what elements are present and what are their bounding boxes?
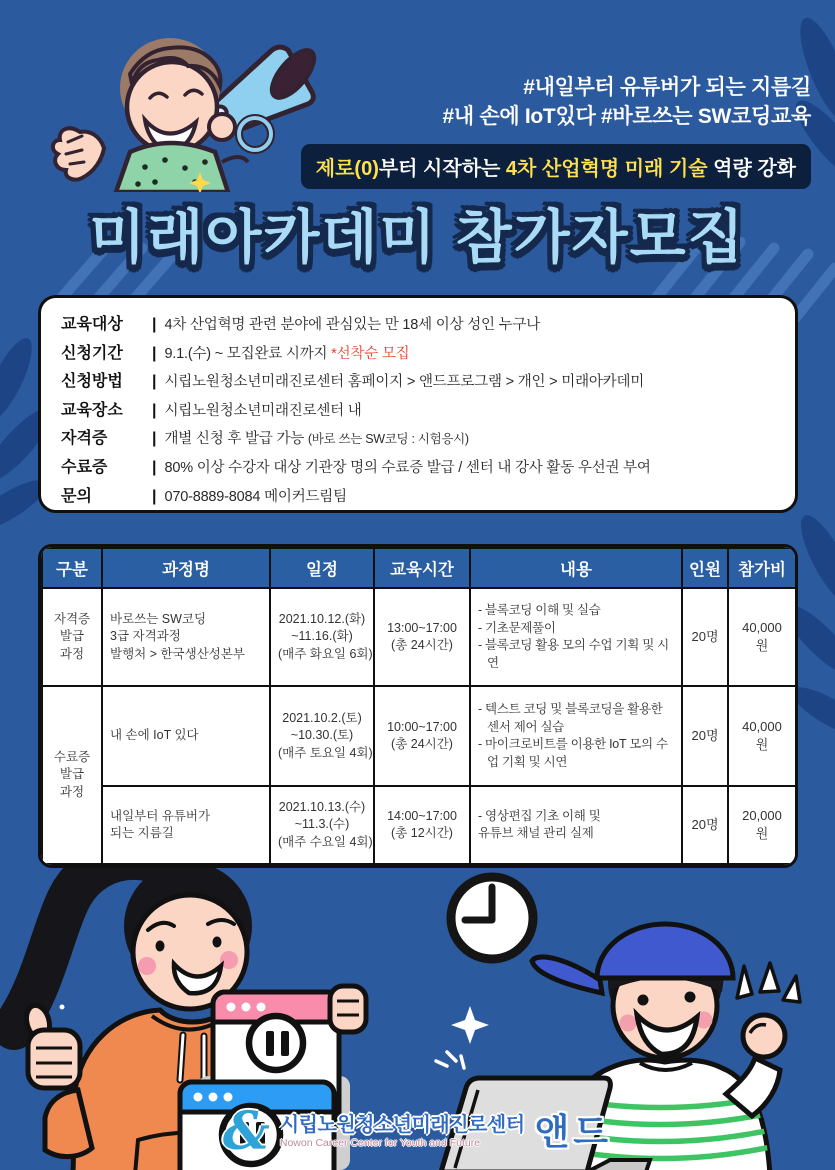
thumbs-up-hand [23, 1003, 80, 1088]
info-label: 신청방법 [61, 373, 123, 391]
info-label: 수료증 [61, 458, 108, 476]
info-row-certificate [61, 425, 781, 454]
cell-line: 되는 지름길 [110, 826, 174, 840]
cell-line: ~11.16.(화) [291, 629, 353, 644]
info-separator: | [152, 316, 157, 333]
info-separator: | [152, 401, 157, 419]
cell-line: - 텍스트 코딩 및 블록코딩을 활용한 센서 제어 실습 [478, 702, 663, 734]
subtitle-ribbon [301, 144, 811, 189]
kid-hand-wave [53, 128, 104, 179]
hashtags [442, 74, 811, 132]
info-value: 80% 이상 수강자 대상 기관장 명의 수료증 발급 / 센터 내 강사 활동 우선권 부여 [164, 459, 651, 476]
cell-fee: 20,000원 [728, 786, 796, 864]
ribbon-tail: 역량 강화 [707, 158, 796, 180]
cell-fee: 40,000원 [728, 686, 796, 786]
info-value: 4차 산업혁명 관련 분야에 관심있는 만 18세 이상 성인 누구나 [164, 317, 541, 333]
info-label: 문의 [61, 487, 92, 505]
cell-time [374, 588, 470, 686]
cell-capacity: 20명 [682, 686, 728, 786]
cell-line: 14:00~17:00 [387, 808, 457, 823]
th-time: 교육시간 [374, 548, 470, 588]
megaphone-kid-illustration [50, 12, 330, 192]
cell-time [374, 786, 470, 864]
org-name-english: Nowon Career Center for Youth and Future [279, 1137, 481, 1150]
poster-title: 미래아카데미 참가자모집 [89, 205, 746, 270]
info-row-period [61, 340, 781, 369]
cell-line: 발급 [59, 767, 85, 782]
cell-fee: 40,000원 [728, 588, 796, 686]
cell-line: 2021.10.12.(화) [278, 611, 366, 626]
cell-line: (매주 화요일 6회) [278, 646, 373, 661]
th-course: 과정명 [102, 548, 270, 588]
cell-line: - 블록코딩 이해 및 실습 [478, 603, 601, 617]
sparkle-dot-icon [60, 1005, 65, 1010]
raised-fist [743, 1015, 785, 1057]
cell-category [42, 686, 102, 864]
th-schedule: 일정 [270, 548, 374, 588]
cell-capacity: 20명 [682, 786, 728, 864]
info-value: 시립노원청소년미래진로센터 내 [164, 402, 362, 419]
cell-line: 바로쓰는 SW코딩 [110, 611, 207, 626]
cell-line: (총 24시간) [391, 638, 453, 652]
cell-category [42, 588, 102, 686]
table-row [42, 786, 796, 864]
th-capacity: 인원 [682, 548, 728, 588]
cell-line: (총 12시간) [391, 826, 453, 840]
cell-content [470, 786, 682, 864]
info-label: 교육대상 [61, 316, 123, 333]
info-highlight: *선착순 모집 [331, 345, 410, 362]
info-separator: | [152, 430, 157, 448]
info-value: 9.1.(수) ~ 모집완료 시까지 [164, 345, 332, 362]
cap [597, 924, 733, 978]
course-table [38, 544, 798, 868]
cell-line: 과정 [59, 784, 85, 799]
hashtag-line-2: #내 손에 IoT있다 #바로쓰는 SW코딩교육 [442, 104, 811, 128]
cell-line: 수료증 [53, 749, 91, 764]
ribbon-highlight: 4차 산업혁명 미래 기술 [505, 158, 708, 180]
table-row [42, 686, 796, 786]
cell-content [470, 588, 682, 686]
table-header-row [42, 548, 796, 588]
cell-line: 발급 [59, 629, 85, 644]
cell-line: - 마이크로비트를 이용한 IoT 모의 수업 기획 및 시연 [478, 737, 668, 769]
info-label: 자격증 [61, 430, 108, 448]
ribbon-zero: 제로(0) [315, 158, 379, 180]
brand-name: 앤드 [534, 1111, 613, 1152]
cell-line: 자격증 [53, 611, 91, 626]
info-value: 070-8889-8084 메이커드림팀 [164, 488, 347, 505]
cell-capacity: 20명 [682, 588, 728, 686]
clock-icon [451, 877, 533, 959]
info-value: 개별 신청 후 발급 가능 [164, 431, 308, 448]
hashtag-line-1: #내일부터 유튜버가 되는 지름길 [523, 76, 811, 99]
cell-line: - 블록코딩 활용 모의 수업 기획 및 시연 [478, 638, 669, 670]
cell-course [102, 686, 270, 786]
info-note: (바로 쓰는 SW코딩 : 시험응시) [307, 432, 469, 447]
kid-face [120, 38, 220, 152]
th-content: 내용 [470, 548, 682, 588]
org-name-korean: 시립노원청소년미래진로센터 [279, 1114, 525, 1137]
cell-line: 유튜브 채널 관리 실제 [478, 826, 594, 840]
sparkle-lines-icon [436, 1052, 464, 1068]
cell-time [374, 686, 470, 786]
info-value: 시립노원청소년미래진로센터 홈페이지 > 앤드프로그램 > 개인 > 미래아카데미 [164, 374, 645, 391]
cell-course [102, 588, 270, 686]
th-fee: 참가비 [728, 548, 796, 588]
info-separator: | [152, 344, 157, 362]
cell-schedule [270, 786, 374, 864]
ribbon-mid: 부터 시작하는 [378, 158, 506, 180]
cell-line: ~10.30.(토) [290, 728, 354, 743]
cell-schedule [270, 686, 374, 786]
cell-line: 과정 [59, 646, 85, 661]
info-row-completion [61, 454, 781, 483]
cell-schedule [270, 588, 374, 686]
cell-line: 내 손에 IoT 있다 [110, 728, 199, 743]
info-separator: | [152, 373, 157, 391]
info-row-target [61, 311, 781, 340]
info-separator: | [152, 487, 157, 505]
info-row-method [61, 368, 781, 397]
girl-right-hand [330, 986, 366, 1032]
cell-line: ~11.3.(수) [294, 817, 350, 832]
cell-line: (총 24시간) [391, 737, 453, 751]
cell-line: (매주 토요일 4회) [278, 745, 373, 760]
cell-line: 13:00~17:00 [387, 620, 457, 635]
info-row-place [61, 397, 781, 426]
cell-line: 2021.10.13.(수) [278, 799, 366, 814]
cell-line: - 기초문제풀이 [478, 620, 556, 635]
table-row [42, 588, 796, 686]
cell-line: (매주 수요일 4회) [278, 834, 373, 849]
info-row-contact [61, 483, 781, 512]
emphasis-marks-icon [737, 963, 800, 1002]
org-name-block [280, 1114, 525, 1150]
info-label: 신청기간 [61, 344, 123, 362]
cell-line: 3급 자격과정 [110, 629, 181, 644]
th-category: 구분 [42, 548, 102, 588]
info-box [38, 295, 798, 513]
cell-line: 발행처 > 한국생산성본부 [110, 646, 245, 661]
cell-line: 내일부터 유튜버가 [110, 808, 211, 823]
sparkle-icon [451, 1006, 489, 1044]
pause-icon [249, 1016, 303, 1070]
cell-line: 2021.10.2.(토) [282, 710, 362, 725]
info-label: 교육장소 [61, 401, 123, 419]
cell-line: 10:00~17:00 [387, 719, 457, 734]
course-table-grid [41, 547, 797, 865]
ampersand-logo-icon: & [222, 1101, 270, 1162]
info-separator: | [152, 458, 157, 476]
footer-logo [0, 1101, 835, 1162]
cell-content [470, 686, 682, 786]
cell-course [102, 786, 270, 864]
cell-line: - 영상편집 기초 이해 및 [478, 808, 601, 823]
